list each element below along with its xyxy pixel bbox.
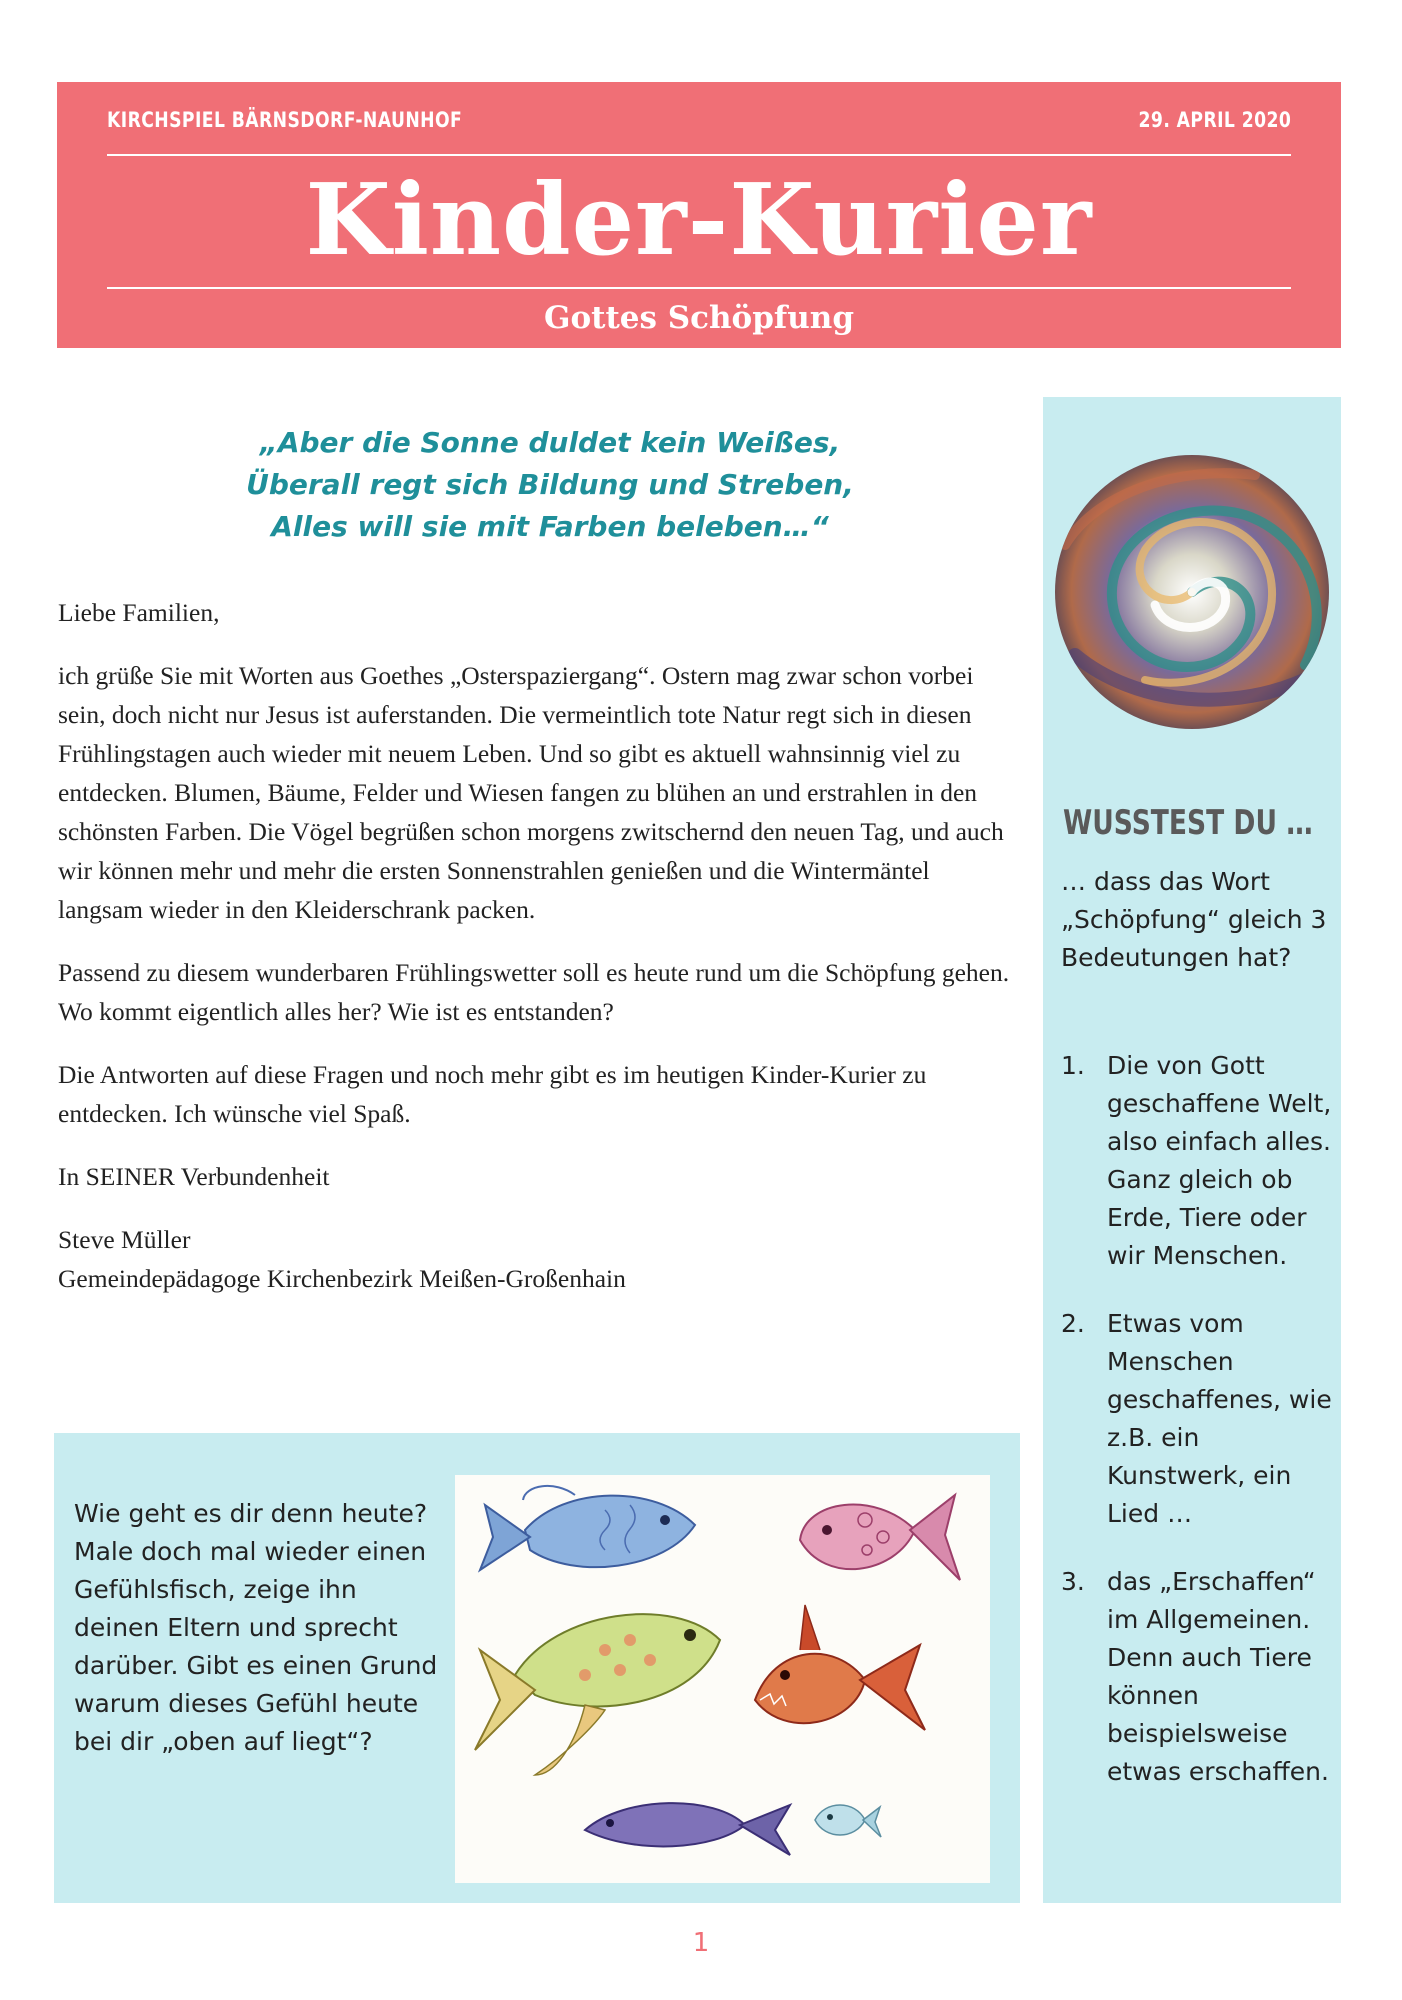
newsletter-title: Kinder-Kurier <box>305 163 1093 278</box>
letter-closing: In SEINER Verbundenheit <box>58 1162 330 1191</box>
red-fish <box>755 1605 925 1730</box>
list-item-number: 1. <box>1061 1051 1085 1080</box>
list-item <box>1061 1047 1333 1275</box>
list-item <box>1061 1563 1333 1791</box>
did-you-know-sidebar <box>1043 397 1341 1903</box>
signature-role: Gemeindepädagoge Kirchenbezirk Meißen-Großenhain <box>58 1264 626 1293</box>
galaxy-icon <box>1055 455 1329 729</box>
parish-name: KIRCHSPIEL BÄRNSDORF-NAUNHOF <box>107 108 463 132</box>
issue-topic: Gottes Schöpfung <box>544 300 854 336</box>
facts-list <box>1061 1047 1333 1821</box>
quote-line: Alles will sie mit Farben beleben…“ <box>271 510 829 543</box>
issue-date: 29. APRIL 2020 <box>1138 108 1291 132</box>
signature-name: Steve Müller <box>58 1225 191 1254</box>
letter-paragraph: ich grüße Sie mit Worten aus Goethes „Osterspaziergang“. Ostern mag zwar schon vorbei sein, doch nicht nur Jesus ist auferstanden. Die vermeintlich tote Natur regt sich in diesen Frühlingstagen auch wieder mit neuem Leben. Und so gibt es aktuell wahnsinnig viel zu entdecken. Blumen, Bäume, Felder und Wiesen fangen zu blühen an und erstrahlen in den schönsten Farben. Die Vögel begrüßen schon morgens zwitschernd den neuen Tag, und auch wir können mehr und mehr die ersten Sonnenstrahlen genießen und die Wintermäntel langsam wieder in den Kleiderschrank packen. <box>58 661 1004 924</box>
header-rule-bottom <box>107 287 1291 289</box>
header-rule-top <box>107 154 1291 156</box>
list-item-text: Die von Gott geschaffene Welt, also einfach alles. Ganz gleich ob Erde, Tiere oder wir Menschen. <box>1107 1051 1332 1270</box>
page-number: 1 <box>692 1928 710 1958</box>
green-fish <box>475 1614 720 1775</box>
small-fish <box>815 1805 881 1837</box>
list-item <box>1061 1305 1333 1533</box>
fish-drawing <box>455 1475 990 1883</box>
purple-fish <box>585 1803 790 1855</box>
list-item-text: Etwas vom Menschen geschaffenes, wie z.B. ein Kunstwerk, ein Lied … <box>1107 1309 1332 1528</box>
letter-salutation: Liebe Familien, <box>58 598 220 627</box>
quote-line: „Aber die Sonne duldet kein Weißes, <box>259 426 841 459</box>
activity-box <box>54 1433 1020 1903</box>
quote-line: Überall regt sich Bildung und Streben, <box>246 468 854 501</box>
header-banner <box>57 82 1341 348</box>
sidebar-heading: WUSSTEST DU … <box>1063 803 1313 843</box>
letter-paragraph: Passend zu diesem wunderbaren Frühlingswetter soll es heute rund um die Schöpfung gehen. Wo kommt eigentlich alles her? Wie ist es entstanden? <box>58 958 1010 1026</box>
list-item-number: 2. <box>1061 1309 1085 1338</box>
blue-fish <box>480 1486 695 1570</box>
letter-paragraph: Die Antworten auf diese Fragen und noch mehr gibt es im heutigen Kinder-Kurier zu entdecken. Ich wünsche viel Spaß. <box>58 1060 927 1128</box>
pink-fish <box>800 1495 960 1580</box>
list-item-number: 3. <box>1061 1567 1085 1596</box>
activity-question: Wie geht es dir denn heute? Male doch mal wieder einen Gefühlsfisch, zeige ihn deinen Eltern und sprecht darüber. Gibt es einen Grund warum dieses Gefühl heute bei dir „oben auf liegt“? <box>74 1499 438 1756</box>
letter-signature <box>58 1220 1018 1298</box>
fish-drawing-icon <box>455 1475 990 1883</box>
sidebar-intro: … dass das Wort „Schöpfung“ gleich 3 Bedeutungen hat? <box>1061 867 1327 972</box>
list-item-text: das „Erschaffen“ im Allgemeinen. Denn auch Tiere können beispielsweise etwas erschaffen. <box>1107 1567 1329 1786</box>
goethe-quote <box>150 422 950 548</box>
letter-body <box>58 593 1018 1298</box>
